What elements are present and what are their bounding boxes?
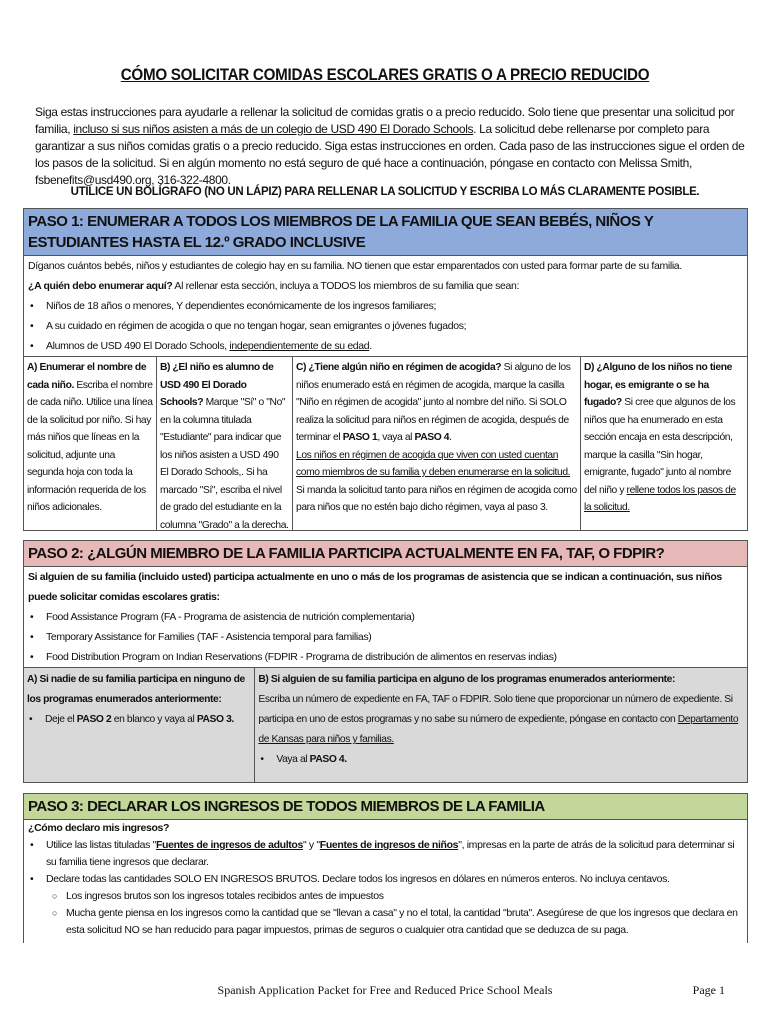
paso1-header: PASO 1: ENUMERAR A TODOS LOS MIEMBROS DE LA FAMILIA QUE SEAN BEBÉS, NIÑOS Y ESTUDIANTES HASTA EL 12.º GRADO INCLUSIVE bbox=[24, 209, 747, 255]
list-item: • A su cuidado en régimen de acogida o que no tengan hogar, sean emigrantes o jóvenes fugados; bbox=[28, 316, 743, 336]
paso1-col-c: C) ¿Tiene algún niño en régimen de acogida? Si alguno de los niños enumerado está en régimen de acogida, marque la casilla "Niño en régimen de acogida" junto al nombre del niño. Si SOLO realiza la solicitud para niños en régimen de acogida, después de terminar el PASO 1, vaya al PASO 4. Los niños en régimen de acogida que viven con usted cuentan como miembros de su familia y deben enumerarse en la solicitud. Si manda la solicitud tanto para niños en régimen de acogida como para niños que no estén bajo dicho régimen, vaya al paso 3. bbox=[293, 357, 581, 530]
paso3-header: PASO 3: DECLARAR LOS INGRESOS DE TODOS MIEMBROS DE LA FAMILIA bbox=[24, 794, 747, 819]
paso3-b1-children: Fuentes de ingresos de niños bbox=[319, 839, 459, 851]
paso1-col-a-title: A) Enumerar el nombre de cada niño. bbox=[27, 362, 147, 391]
paso2-col-b-paso: PASO 4. bbox=[309, 754, 347, 765]
paso2-col-a-title: A) Si nadie de su familia participa en ninguno de los programas enumerados anteriormente: bbox=[27, 674, 245, 705]
paso3-section bbox=[23, 793, 748, 943]
paso2-col-a bbox=[24, 668, 255, 782]
paso1-question bbox=[28, 276, 743, 296]
paso1-line1: Díganos cuántos bebés, niños y estudiantes de colegio hay en su familia. NO tienen que estar emparentados con usted para formar parte de su familia. bbox=[28, 260, 682, 272]
paso3-b1-post: ", impresas en la parte de atrás de la solicitud para determinar si su familia tiene ingresos que declarar. bbox=[46, 839, 735, 868]
intro-paragraph bbox=[35, 104, 747, 189]
paso1-col-c-paso4: PASO 4 bbox=[414, 432, 450, 443]
paso2-col-b-pre: Vaya al bbox=[276, 754, 310, 765]
paso1-col-d-text: Si cree que algunos de los niños que ha enumerado en esta sección encaja en esta descripción, marque la casilla "Sin hogar, emigrante, fugado" junto al nombre del niño y bbox=[584, 397, 736, 496]
paso1-col-d-underlined: rellene todos los pasos de la solicitud. bbox=[584, 484, 736, 513]
paso1-question-rest: Al rellenar esta sección, incluya a TODOS los miembros de su familia que sean: bbox=[172, 280, 520, 292]
paso3-body bbox=[24, 819, 747, 943]
paso1-body bbox=[24, 255, 747, 356]
paso1-bullets bbox=[28, 296, 743, 356]
paso1-question-bold: ¿A quién debo enumerar aquí? bbox=[28, 280, 173, 292]
list-item: • Alumnos de USD 490 El Dorado Schools, independientemente de su edad. bbox=[28, 336, 743, 356]
paso1-col-b bbox=[157, 357, 293, 530]
paso2-col-a-paso: PASO 2 bbox=[76, 714, 112, 725]
intro-text-2: . La solicitud debe rellenarse por completo para garantizar a sus niños comidas gratis o a precio reducido. Siga estas instrucciones en orden. Cada paso de las instrucciones sigue el orden de los pasos de la solicitud. Si en algún momento no está seguro de qué hace a continuación, póngase en contacto con Melissa Smith, fsbenefits@usd490.org, 316-322-4800. bbox=[35, 122, 745, 187]
list-item bbox=[28, 837, 743, 871]
list-item-underlined: independientemente de su edad bbox=[229, 340, 370, 352]
paso1-col-b-text: Marque "Sí" o "No" en la columna titulada "Estudiante" para indicar que los niños asisten a USD 490 El Dorado Schools,. Si ha marcado "Sí", escriba el nivel de grado del estudiante en la columna "Grado" a la derecha. bbox=[160, 397, 289, 531]
list-item: • Food Assistance Program (FA - Programa de asistencia de nutrición complementaria) bbox=[28, 607, 743, 627]
page-title: CÓMO SOLICITAR COMIDAS ESCOLARES GRATIS O A PRECIO REDUCIDO bbox=[120, 66, 650, 84]
paso2-col-b-underlined: Departamento de Kansas para niños y familias. bbox=[258, 714, 739, 745]
list-item: • Temporary Assistance for Families (TAF - Asistencia temporal para familias) bbox=[28, 627, 743, 647]
paso1-col-c-underlined: Los niños en régimen de acogida que viven con usted cuentan como miembros de su familia y deben enumerarse en la solicitud. bbox=[296, 449, 571, 478]
paso2-col-b-text1: Escriba un número de expediente en FA, TAF o FDPIR. Solo tiene que proporcionar un número de expediente. Si participa en uno de estos programas y no sabe su número de expediente, póngase en contacto con bbox=[258, 694, 733, 725]
paso2-columns bbox=[24, 667, 747, 782]
paso1-col-c-title: C) ¿Tiene algún niño en régimen de acogida? bbox=[296, 362, 502, 373]
paso3-question: ¿Cómo declaro mis ingresos? bbox=[28, 822, 170, 834]
paso1-columns bbox=[24, 356, 747, 530]
paso1-col-d-title: D) ¿Alguno de los niños no tiene hogar, es emigrante o se ha fugado? bbox=[584, 362, 732, 408]
paso1-col-a bbox=[24, 357, 157, 530]
paso2-col-a-pre: Deje el bbox=[45, 714, 77, 725]
paso2-col-a-bullet: • Deje el PASO 2 en blanco y vaya al PASO 3. bbox=[29, 714, 234, 725]
paso1-col-c-text2: , vaya al bbox=[377, 432, 415, 443]
paso1-col-c-paso1: PASO 1 bbox=[342, 432, 378, 443]
paso2-col-b-text bbox=[258, 690, 744, 750]
intro-underlined: incluso si sus niños asisten a más de un colegio de USD 490 El Dorado Schools bbox=[73, 122, 474, 136]
list-item: • Declare todas las cantidades SOLO EN INGRESOS BRUTOS. Declare todos los ingresos en dólares en números enteros. No incluya centavos. bbox=[28, 871, 743, 888]
paso3-sub-item: ○ Los ingresos brutos son los ingresos totales recibidos antes de impuestos bbox=[28, 888, 743, 905]
footer-title: Spanish Application Packet for Free and Reduced Price School Meals bbox=[217, 983, 553, 997]
page-number: Page 1 bbox=[692, 983, 725, 997]
paso2-lead: Si alguien de su familia (incluido usted) participa actualmente en uno o más de los programas de asistencia que se indican a continuación, sus niños puede solicitar comidas escolares gratis: bbox=[28, 571, 722, 603]
paso1-section bbox=[23, 208, 748, 531]
paso3-b1-pre: Utilice las listas tituladas " bbox=[46, 839, 156, 851]
paso1-col-d bbox=[581, 357, 747, 530]
paso2-col-b-title: B) Si alguien de su familia participa en alguno de los programas enumerados anteriormente: bbox=[258, 674, 675, 685]
paso2-header: PASO 2: ¿ALGÚN MIEMBRO DE LA FAMILIA PARTICIPA ACTUALMENTE EN FA, TAF, O FDPIR? bbox=[24, 540, 747, 566]
paso1-col-b-title: B) ¿El niño es alumno de USD 490 El Dorado Schools? bbox=[160, 362, 274, 408]
paso3-b1-mid: " y " bbox=[302, 839, 320, 851]
paso3-b1-adults: Fuentes de ingresos de adultos bbox=[155, 839, 303, 851]
paso2-col-b bbox=[255, 668, 747, 782]
paso1-col-a-text: Escriba el nombre de cada niño. Utilice una línea de la solicitud por niño. Si hay más niños que líneas en la solicitud, adjunte una segunda hoja con toda la información requerida de los niños adicionales. bbox=[27, 379, 153, 513]
intro-text-1: Siga estas instrucciones para ayudarle a rellenar la solicitud de comidas gratis o a precio reducido. Solo tiene que presentar una solicitud por familia, bbox=[35, 105, 735, 136]
paso2-bullets bbox=[28, 607, 743, 667]
paso2-col-b-bullet: • Vaya al PASO 4. bbox=[260, 754, 347, 765]
paso3-sub-item: ○ Mucha gente piensa en los ingresos como la cantidad que se "llevan a casa" y no el total, la cantidad "bruta". Asegúrese de que los ingresos que declara en esta solicitud NO se han reducido para pagar impuestos, primas de seguros o cualquier otra cantidad que se deduzca de su paga. bbox=[28, 905, 743, 939]
list-item: • Food Distribution Program on Indian Reservations (FDPIR - Programa de distribución de alimentos en reservas indias) bbox=[28, 647, 743, 667]
paso2-col-a-mid: en blanco y vaya al bbox=[111, 714, 197, 725]
list-item-text: Alumnos de USD 490 El Dorado Schools, bbox=[46, 340, 230, 352]
paso2-body bbox=[24, 566, 747, 667]
paso1-col-c-text3: Si manda la solicitud tanto para niños en régimen de acogida como para niños que no estén bajo dicho régimen, vaya al paso 3. bbox=[296, 484, 577, 513]
pen-instruction: UTILICE UN BOLÍGRAFO (NO UN LÁPIZ) PARA RELLENAR LA SOLICITUD Y ESCRIBA LO MÁS CLARAMENTE POSIBLE. bbox=[70, 186, 700, 198]
paso1-col-c-text1: Si alguno de los niños enumerado está en régimen de acogida, marque la casilla "Niño en régimen de acogida" junto al nombre del niño. Si SOLO realiza la solicitud para niños en régimen de acogida, después de terminar el bbox=[296, 362, 571, 443]
list-item: • Niños de 18 años o menores, Y dependientes económicamente de los ingresos familiares; bbox=[28, 296, 743, 316]
paso2-col-a-paso3: PASO 3. bbox=[196, 714, 234, 725]
paso2-section bbox=[23, 540, 748, 783]
paso3-bullets bbox=[28, 837, 743, 888]
